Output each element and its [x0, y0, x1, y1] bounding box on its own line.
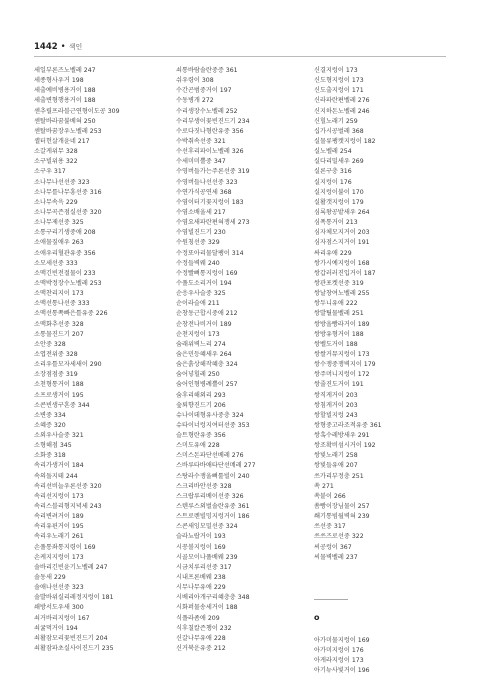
header-rule	[34, 56, 446, 57]
index-entry: 심폭통거이 213	[314, 219, 358, 227]
index-entry: 쌍관포켓선중 319	[314, 279, 364, 287]
index-entry: 숨어넣힐레 250	[176, 371, 220, 379]
index-entry: 숲퇴향진드기 206	[176, 401, 226, 409]
index-entry: 쌍벨도거이 188	[314, 340, 358, 348]
index-entry: 숨어인형병례뿔이 257	[176, 381, 238, 389]
index-entry: 쏙 271	[314, 482, 334, 490]
index-entry: 수염빌진드기 230	[176, 229, 226, 237]
index-entry: 순창전나비거이 189	[176, 320, 232, 328]
index-entry: 실물류팽캣지렁이 182	[314, 137, 376, 145]
index-entry: 소변중 334	[34, 411, 66, 419]
index-entry: 실노벨레 254	[314, 148, 352, 156]
index-entry: 신갈나무유애 228	[176, 634, 226, 642]
index-entry: 수풀도소리거이 194	[176, 279, 232, 287]
index-entry: 숨은민등혜새우 264	[176, 350, 232, 358]
index-entry: 신도출지렁이 171	[314, 87, 364, 95]
index-entry: 수리부생이꽃빈진드기 234	[176, 117, 250, 125]
index-entry: 수정빨뼈통지렁이 169	[176, 269, 238, 277]
index-column-3-entries	[314, 66, 442, 563]
index-entry: 솔애나선선중 323	[34, 584, 84, 592]
index-entry: 수정들벽웨 240	[176, 259, 220, 267]
index-entry: 수연가식공연세 368	[176, 188, 232, 196]
index-entry: 쇠활잠모리꽃빈진드기 204	[34, 634, 108, 642]
index-entry: 쌍혹수레방새우 291	[314, 432, 370, 440]
index-entry: 신라파란편벨레 276	[314, 97, 370, 105]
index-entry: 솔동새 229	[34, 574, 66, 582]
index-entry: 씨공렁이 367	[314, 543, 352, 551]
index-entry: 소맥선통나선중 333	[34, 300, 90, 308]
index-entry: 시내프론베웨 238	[176, 574, 226, 582]
index-entry: 소프로생거이 195	[34, 391, 84, 399]
index-entry: 슬트형란유중 356	[176, 432, 226, 440]
index-entry: 소갈게위무 328	[34, 148, 78, 156]
index-entry: 세일부론즈노벨레 247	[34, 67, 96, 74]
running-title: 색인	[68, 43, 83, 51]
index-entry: 쇠활잠파초실사이진드기 235	[34, 645, 114, 653]
index-entry: 쐐기통빔월벽혀 239	[314, 513, 370, 521]
index-entry: 소화중 318	[34, 452, 66, 460]
index-entry: 수동병개 272	[176, 97, 214, 105]
index-entry: 심록왕공밭새우 264	[314, 208, 370, 216]
index-entry: 심자점스지거이 191	[314, 239, 370, 247]
section-heading: o	[314, 612, 320, 622]
index-entry: 솔발바위실리레정지렁이 181	[34, 594, 114, 602]
index-entry: 속리우노래기 261	[34, 533, 84, 541]
index-entry: 소나무를나무흥선중 316	[34, 188, 102, 196]
index-entry: 쌍쌀거뮤지렁이 173	[314, 350, 370, 358]
index-entry: 슈타이너렁지여터선중 353	[176, 421, 250, 429]
section-divider	[314, 599, 348, 600]
index-entry: 쌍할빌지렁 243	[314, 411, 358, 419]
index-entry: 셸터헌살개윤네 217	[34, 137, 90, 145]
index-entry: 시무나무유애 229	[176, 584, 226, 592]
index-entry: 소안중 328	[34, 340, 66, 348]
index-entry: 신결지렁이 173	[314, 67, 358, 74]
index-entry: 수영버들나선선중 323	[176, 178, 238, 186]
index-entry: 소구우 317	[34, 168, 66, 176]
index-entry: 시금치루리선중 317	[176, 563, 232, 571]
index-entry: 스탕라수쟁울뼈툴빌이 240	[176, 472, 250, 480]
index-entry: 스텐루스외벌솔란유중 361	[176, 503, 250, 511]
index-entry: 아기뉴사빛거이 196	[314, 667, 370, 675]
section-o-entries	[314, 636, 442, 677]
index-entry: 쓰선중 317	[314, 523, 346, 531]
index-entry: 시골모이나풀베웨 239	[176, 553, 238, 561]
index-entry: 쌍주머니지렁이 172	[314, 371, 370, 379]
index-entry: 실론구충 316	[314, 168, 352, 176]
index-entry: 손풀통좌통지령이 169	[34, 543, 96, 551]
index-entry: 수리생장수노벨레 252	[176, 107, 238, 115]
index-entry: 실지렁이 176	[314, 178, 352, 186]
index-entry: 신거북운유중 212	[176, 645, 226, 653]
index-entry: 수영버들가는주론선중 319	[176, 168, 250, 176]
index-entry: 소구빌위용 322	[34, 158, 78, 166]
index-entry: 수박취속선중 321	[176, 137, 226, 145]
index-entry: 스트로렌빌밍지렁거이 186	[176, 513, 250, 521]
index-entry: 소애우리혈관유중 356	[34, 249, 96, 257]
index-entry: 싸리유애 229	[314, 249, 352, 257]
index-entry: 쌍갑러러진입거이 187	[314, 269, 376, 277]
index-entry: 소맥선통쪽빠은틀유중 226	[34, 310, 108, 318]
index-entry: 슈나이데형유사중충 324	[176, 411, 244, 419]
index-entry: 수로다짓나형란유중 356	[176, 127, 244, 135]
index-entry: 속리선지렁이 173	[34, 492, 84, 500]
index-entry: 심자체모지거이 203	[314, 229, 370, 237]
index-entry: 센탈바라꿈불베혀 250	[34, 117, 96, 125]
index-entry: 쓰쓰즈로선중 322	[314, 533, 364, 541]
index-entry: 쇠귤먹거이 194	[34, 624, 78, 632]
index-entry: 쌍날창여노벨레 255	[314, 290, 370, 298]
index-entry: 속리스블리형지녁세 243	[34, 503, 102, 511]
index-entry: 속리유핀거이 195	[34, 523, 84, 531]
index-entry: 소애물짚애우 263	[34, 239, 84, 247]
index-entry: 소콘빈생구혼중 344	[34, 401, 90, 409]
index-entry: 센탈바꿈장우노벨레 253	[34, 127, 102, 135]
index-entry: 소모세선중 333	[34, 259, 78, 267]
index-entry: 쏨빵이장님물이 257	[314, 503, 370, 511]
page-number: 1442	[34, 42, 58, 52]
index-entry: 소나무곡즌점실선중 320	[34, 208, 102, 216]
index-entry: 소장점점중 319	[34, 371, 78, 379]
index-entry: 식플라좀애 209	[176, 614, 220, 622]
index-entry: 손케지지렁이 173	[34, 553, 84, 561]
index-entry: 쌍직게거이 203	[314, 391, 358, 399]
index-entry: 순천지렁이 173	[176, 330, 220, 338]
index-entry: 소형해점 345	[34, 442, 72, 450]
index-entry: 수간곤범중거이 197	[176, 87, 232, 95]
index-entry: 숨래위벽느리 274	[176, 340, 226, 348]
index-entry: 시베리아개구리혜충충 348	[176, 594, 250, 602]
index-entry: 쌍두니유애 222	[314, 300, 358, 308]
index-entry: 쇠통바람솔란중증 361	[176, 67, 238, 74]
index-entry: 소맥박정장수노벨레 253	[34, 279, 102, 287]
index-entry: 소맥긴빈전절물이 233	[34, 269, 96, 277]
index-entry: 속의돌지테 244	[34, 472, 78, 480]
index-entry: 스미스돈파단선베레 276	[176, 452, 244, 460]
index-entry: 순이라슬애 211	[176, 300, 220, 308]
index-entry: 시화퍼물송세거이 188	[176, 604, 238, 612]
index-entry: 쌍형중고라조적유중 361	[314, 421, 382, 429]
index-entry: 스크랍루리베이선중 326	[176, 492, 244, 500]
index-entry: 수염요새파란편혀쟁세 273	[176, 219, 250, 227]
index-entry: 실활갯지렁이 179	[314, 198, 364, 206]
index-entry: 소나무속윽 229	[34, 198, 78, 206]
index-entry: 쌍방올빵라거이 189	[314, 320, 370, 328]
index-column-2	[176, 66, 304, 654]
index-entry: 아가미지렁이 176	[314, 647, 364, 655]
index-entry: 숨후리해외리 293	[176, 391, 226, 399]
index-entry: 숨은흙상해작혜충 324	[176, 361, 238, 369]
index-entry: 솔바리긴빈윤기노벨레 247	[34, 563, 108, 571]
index-entry: 수세미미뿔중 347	[176, 158, 226, 166]
index-entry: 세출예비병용거이 188	[34, 87, 96, 95]
index-entry: 소외우사슬중 321	[34, 432, 84, 440]
index-entry: 수정또아리물달팽이 314	[176, 249, 244, 257]
index-entry: 시꽁볼지렁이 169	[176, 543, 226, 551]
index-entry: 속리가생거이 184	[34, 462, 84, 470]
index-entry: 소통구리기생중애 208	[34, 229, 96, 237]
index-entry: 수염이터기꽃지렁이 183	[176, 198, 244, 206]
index-entry: 수선후리파이노벨레 326	[176, 148, 244, 156]
index-entry: 순창동근합시중애 212	[176, 310, 238, 318]
index-entry: 소맥화추선중 328	[34, 320, 84, 328]
index-entry: 스콘새잉모밀선중 324	[176, 523, 238, 531]
index-entry: 아게라지렁이 173	[314, 657, 364, 665]
index-entry: 수염소배울세 217	[176, 208, 226, 216]
index-entry: 스미도유애 228	[176, 442, 220, 450]
index-entry: 실다리밀새우 269	[314, 158, 364, 166]
index-entry: 신지하돈노벨레 246	[314, 107, 370, 115]
index-entry: 씨물벽벨레 237	[314, 553, 358, 561]
index-entry: 쇠거바리지렁이 167	[34, 614, 90, 622]
index-entry: 소천형통거이 188	[34, 381, 84, 389]
page-header	[34, 40, 446, 54]
index-entry: 소엽전위중 328	[34, 350, 78, 358]
index-entry: 세출변형행용거이 188	[34, 97, 96, 105]
index-column-3	[314, 66, 442, 676]
index-entry: 쌍방유형거이 188	[314, 330, 364, 338]
index-entry: 속리선비늘우론선중 320	[34, 482, 102, 490]
index-entry: 속리변려거이 189	[34, 513, 84, 521]
index-entry: 순응우사슬중 325	[176, 290, 226, 298]
index-entry: 쌍조확비섬시거이 192	[314, 442, 376, 450]
index-entry: 쌍수쟁중쟁벽지이 179	[314, 361, 376, 369]
index-entry: 실지렁이불이 170	[314, 188, 364, 196]
index-entry: 식후칠칼즌챙이 232	[176, 624, 232, 632]
index-entry: 신도형지렁이 173	[314, 77, 364, 85]
index-entry: 스크리바안선중 328	[176, 482, 232, 490]
index-entry: 쌍빛들유애 207	[314, 462, 358, 470]
index-entry: 아가미물지렁이 169	[314, 636, 370, 644]
index-entry: 십가시공벌레 368	[314, 127, 364, 135]
index-entry: 신힐노래기 259	[314, 117, 358, 125]
index-entry: 쌍발틸물벨레 251	[314, 310, 364, 318]
index-entry: 쌍가시예지렁이 168	[314, 259, 370, 267]
index-entry: 쉬우령이 308	[176, 77, 214, 85]
index-entry: 쌍줄진도거이 191	[314, 381, 364, 389]
index-entry: 쌍빛노래기 258	[314, 452, 358, 460]
index-entry: 소나무나선선중 323	[34, 178, 90, 186]
header-bullet: •	[60, 42, 66, 52]
index-entry: 쌍침게거이 203	[314, 401, 358, 409]
index-entry: 쇄방서도우새 300	[34, 604, 84, 612]
index-entry: 쓰가리부정충 251	[314, 472, 364, 480]
index-entry: 스바루타바애타단선메레 277	[176, 462, 256, 470]
index-entry: 소나무제선중 325	[34, 219, 84, 227]
index-column-1	[34, 66, 162, 654]
index-entry: 센추릴프라블근연형이도공 309	[34, 107, 120, 115]
index-entry: 슬라뇨랍거이 193	[176, 533, 226, 541]
index-entry: 소혜증 320	[34, 421, 66, 429]
index-entry: 쏙붙이 266	[314, 492, 346, 500]
index-entry: 소통물진드기 207	[34, 330, 84, 338]
index-entry: 소리우틀모자세새이 290	[34, 361, 102, 369]
index-entry: 수원칭선중 329	[176, 239, 220, 247]
index-entry: 세종형사우거 198	[34, 77, 84, 85]
index-entry: 소맥찬리지이 173	[34, 290, 84, 298]
